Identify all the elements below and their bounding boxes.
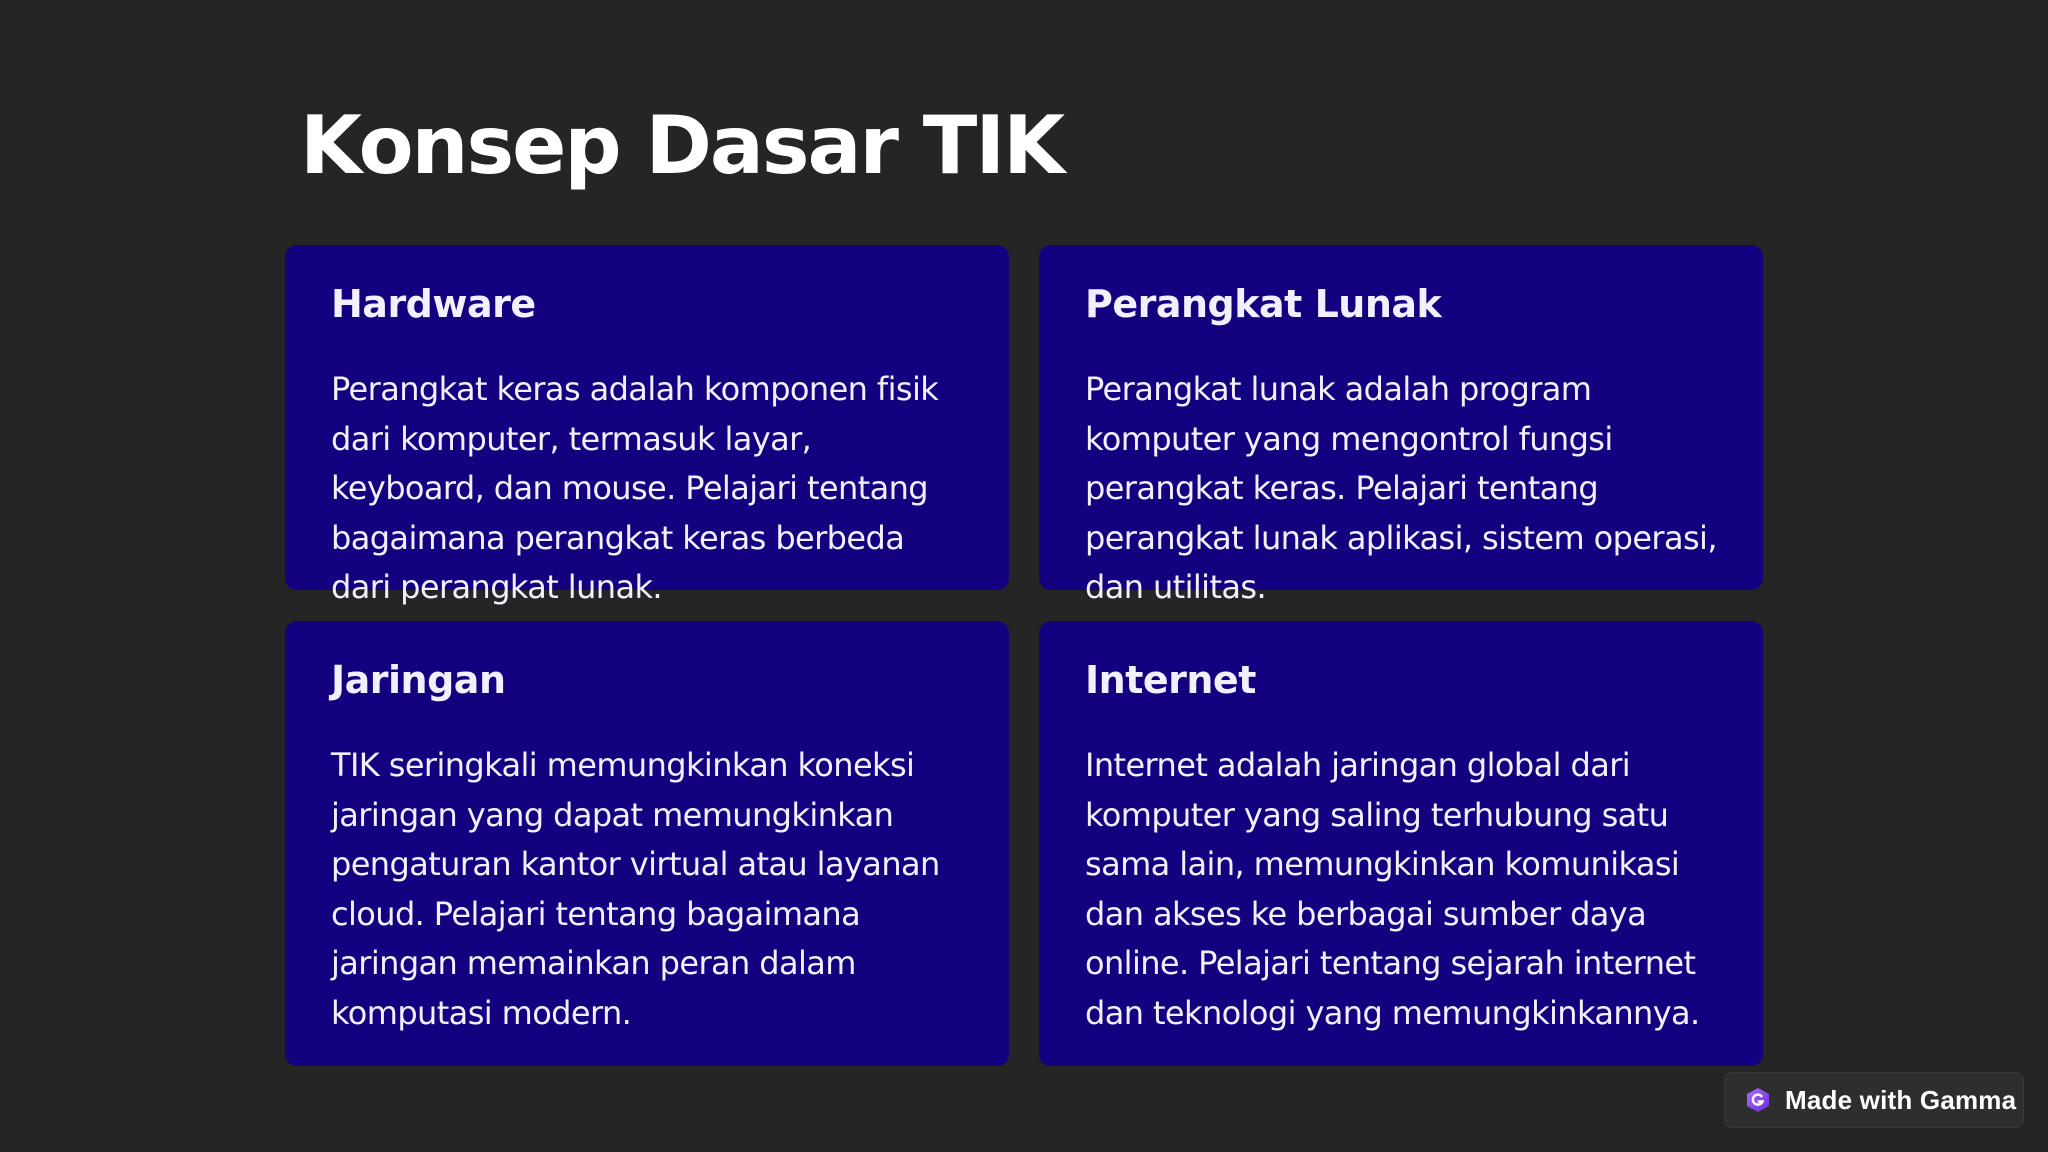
card-body: Perangkat lunak adalah program komputer yang mengontrol fungsi perangkat keras. Pelajari tentang perangkat lunak aplikasi, sistem operasi, dan utilitas. — [1085, 370, 1717, 607]
card-body: TIK seringkali memungkinkan koneksi jaringan yang dapat memungkinkan pengaturan kantor virtual atau layanan cloud. Pelajari tentang bagaimana jaringan memainkan peran dalam komputasi modern. — [331, 746, 940, 1032]
made-with-gamma-badge[interactable] — [1724, 1072, 2024, 1128]
card-body: Internet adalah jaringan global dari komputer yang saling terhubung satu sama lain, memungkinkan komunikasi dan akses ke berbagai sumber daya online. Pelajari tentang sejarah internet dan teknologi yang memungkinkannya. — [1085, 746, 1700, 1032]
card-heading: Perangkat Lunak — [1085, 282, 1442, 326]
card-heading: Internet — [1085, 658, 1256, 702]
card-perangkat-lunak — [1039, 245, 1763, 607]
card-heading: Hardware — [331, 282, 536, 326]
card-heading: Jaringan — [331, 658, 506, 702]
card-body: Perangkat keras adalah komponen fisik dari komputer, termasuk layar, keyboard, dan mouse. Pelajari tentang bagaimana perangkat keras berbeda dari perangkat lunak. — [331, 370, 939, 607]
card-internet — [1039, 621, 1763, 1066]
slide-title: Konsep Dasar TIK — [300, 99, 1064, 192]
card-jaringan — [285, 621, 1009, 1066]
card-hardware — [285, 245, 1009, 607]
gamma-logo-icon — [1745, 1087, 1771, 1113]
made-with-gamma-label: Made with Gamma — [1785, 1084, 2017, 1115]
